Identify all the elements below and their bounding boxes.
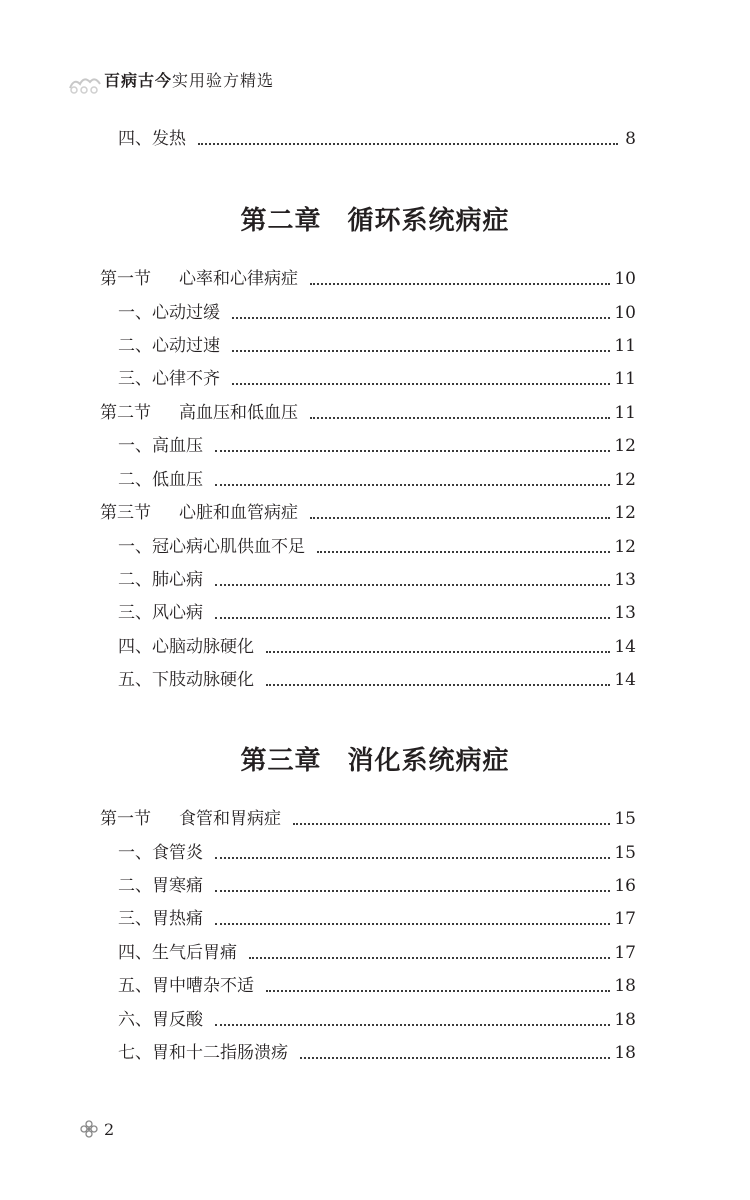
item-title: 四、心脑动脉硬化 [118, 637, 254, 657]
chapter-number: 第二章 [240, 206, 322, 236]
page-ref: 11 [614, 369, 636, 389]
book-title-subtitle: 实用验方精选 [172, 71, 275, 90]
dot-leader [198, 143, 618, 145]
dot-leader [215, 617, 610, 619]
item-title: 五、胃中嘈杂不适 [118, 976, 254, 996]
running-header [68, 66, 368, 106]
section-number: 第二节 [100, 403, 151, 423]
toc-item-entry[interactable] [118, 334, 636, 358]
dot-leader [232, 383, 610, 385]
section-number: 第一节 [100, 809, 151, 829]
toc-item-entry[interactable] [118, 1008, 636, 1032]
flower-ornament-icon [80, 1120, 98, 1138]
dot-leader [249, 957, 610, 959]
dot-leader [215, 450, 610, 452]
dot-leader [310, 517, 610, 519]
dot-leader [266, 990, 610, 992]
item-title: 七、胃和十二指肠溃疡 [118, 1043, 288, 1063]
dot-leader [215, 923, 610, 925]
page-ref: 13 [614, 603, 636, 623]
toc-section-entry[interactable] [100, 501, 636, 525]
page-ref: 12 [614, 470, 636, 490]
item-title: 一、食管炎 [118, 843, 203, 863]
toc-item-entry[interactable] [118, 1041, 636, 1065]
dot-leader [310, 417, 610, 419]
item-title: 四、发热 [118, 129, 186, 149]
page-ref: 15 [614, 843, 636, 863]
section-title: 高血压和低血压 [179, 403, 298, 423]
toc-item-entry[interactable] [118, 907, 636, 931]
book-title [104, 68, 274, 91]
toc-item-entry[interactable] [118, 367, 636, 391]
item-title: 一、冠心病心肌供血不足 [118, 537, 305, 557]
dot-leader [215, 857, 610, 859]
page-ref: 15 [614, 809, 636, 829]
dot-leader [317, 551, 610, 553]
dot-leader [215, 890, 610, 892]
chapter-title: 循环系统病症 [347, 206, 510, 236]
section-title: 心率和心律病症 [179, 269, 298, 289]
item-title: 二、胃寒痛 [118, 876, 203, 896]
page-ref: 18 [614, 976, 636, 996]
item-title: 二、低血压 [118, 470, 203, 490]
toc-item-entry[interactable] [118, 568, 636, 592]
page-ref: 14 [614, 670, 636, 690]
section-number: 第三节 [100, 503, 151, 523]
book-title-brand: 百病古今 [104, 71, 173, 90]
toc-item-entry[interactable] [118, 127, 636, 151]
toc-item-entry[interactable] [118, 601, 636, 625]
chapter-heading [0, 200, 750, 237]
item-title: 二、肺心病 [118, 570, 203, 590]
item-title: 三、风心病 [118, 603, 203, 623]
toc-section-entry[interactable] [100, 267, 636, 291]
toc-section-entry[interactable] [100, 807, 636, 831]
toc-item-entry[interactable] [118, 974, 636, 998]
page-ref: 14 [614, 637, 636, 657]
page-ref: 11 [614, 336, 636, 356]
page-ref: 12 [614, 503, 636, 523]
toc-item-entry[interactable] [118, 841, 636, 865]
item-title: 三、胃热痛 [118, 909, 203, 929]
page-ref: 16 [614, 876, 636, 896]
toc-item-entry[interactable] [118, 535, 636, 559]
item-title: 一、心动过缓 [118, 303, 220, 323]
page-ref: 10 [614, 269, 636, 289]
item-title: 五、下肢动脉硬化 [118, 670, 254, 690]
page-ref: 18 [614, 1010, 636, 1030]
page-ref: 17 [614, 909, 636, 929]
toc-section-entry[interactable] [100, 401, 636, 425]
dot-leader [266, 684, 610, 686]
page-ref: 17 [614, 943, 636, 963]
chapter-heading [0, 740, 750, 777]
item-title: 四、生气后胃痛 [118, 943, 237, 963]
chapter-title: 消化系统病症 [347, 746, 510, 776]
section-title: 食管和胃病症 [179, 809, 281, 829]
section-title: 心脏和血管病症 [179, 503, 298, 523]
dot-leader [310, 283, 610, 285]
item-title: 六、胃反酸 [118, 1010, 203, 1030]
item-title: 二、心动过速 [118, 336, 220, 356]
toc-item-entry[interactable] [118, 635, 636, 659]
dot-leader [300, 1057, 610, 1059]
dot-leader [232, 317, 610, 319]
page-ref: 13 [614, 570, 636, 590]
page-ref: 12 [614, 537, 636, 557]
section-number: 第一节 [100, 269, 151, 289]
toc-item-entry[interactable] [118, 434, 636, 458]
page-ref: 11 [614, 403, 636, 423]
item-title: 三、心律不齐 [118, 369, 220, 389]
cloud-ornament-icon [68, 74, 104, 96]
page-ref: 8 [625, 129, 636, 149]
toc-item-entry[interactable] [118, 668, 636, 692]
dot-leader [215, 484, 610, 486]
dot-leader [215, 584, 610, 586]
page-number: 2 [104, 1119, 115, 1139]
toc-item-entry[interactable] [118, 874, 636, 898]
toc-item-entry[interactable] [118, 468, 636, 492]
dot-leader [293, 823, 610, 825]
toc-item-entry[interactable] [118, 941, 636, 965]
item-title: 一、高血压 [118, 436, 203, 456]
dot-leader [266, 651, 610, 653]
page-ref: 12 [614, 436, 636, 456]
page-footer [80, 1118, 114, 1140]
toc-item-entry[interactable] [118, 301, 636, 325]
page-ref: 18 [614, 1043, 636, 1063]
page-ref: 10 [614, 303, 636, 323]
chapter-number: 第三章 [240, 746, 322, 776]
dot-leader [215, 1024, 610, 1026]
dot-leader [232, 350, 610, 352]
